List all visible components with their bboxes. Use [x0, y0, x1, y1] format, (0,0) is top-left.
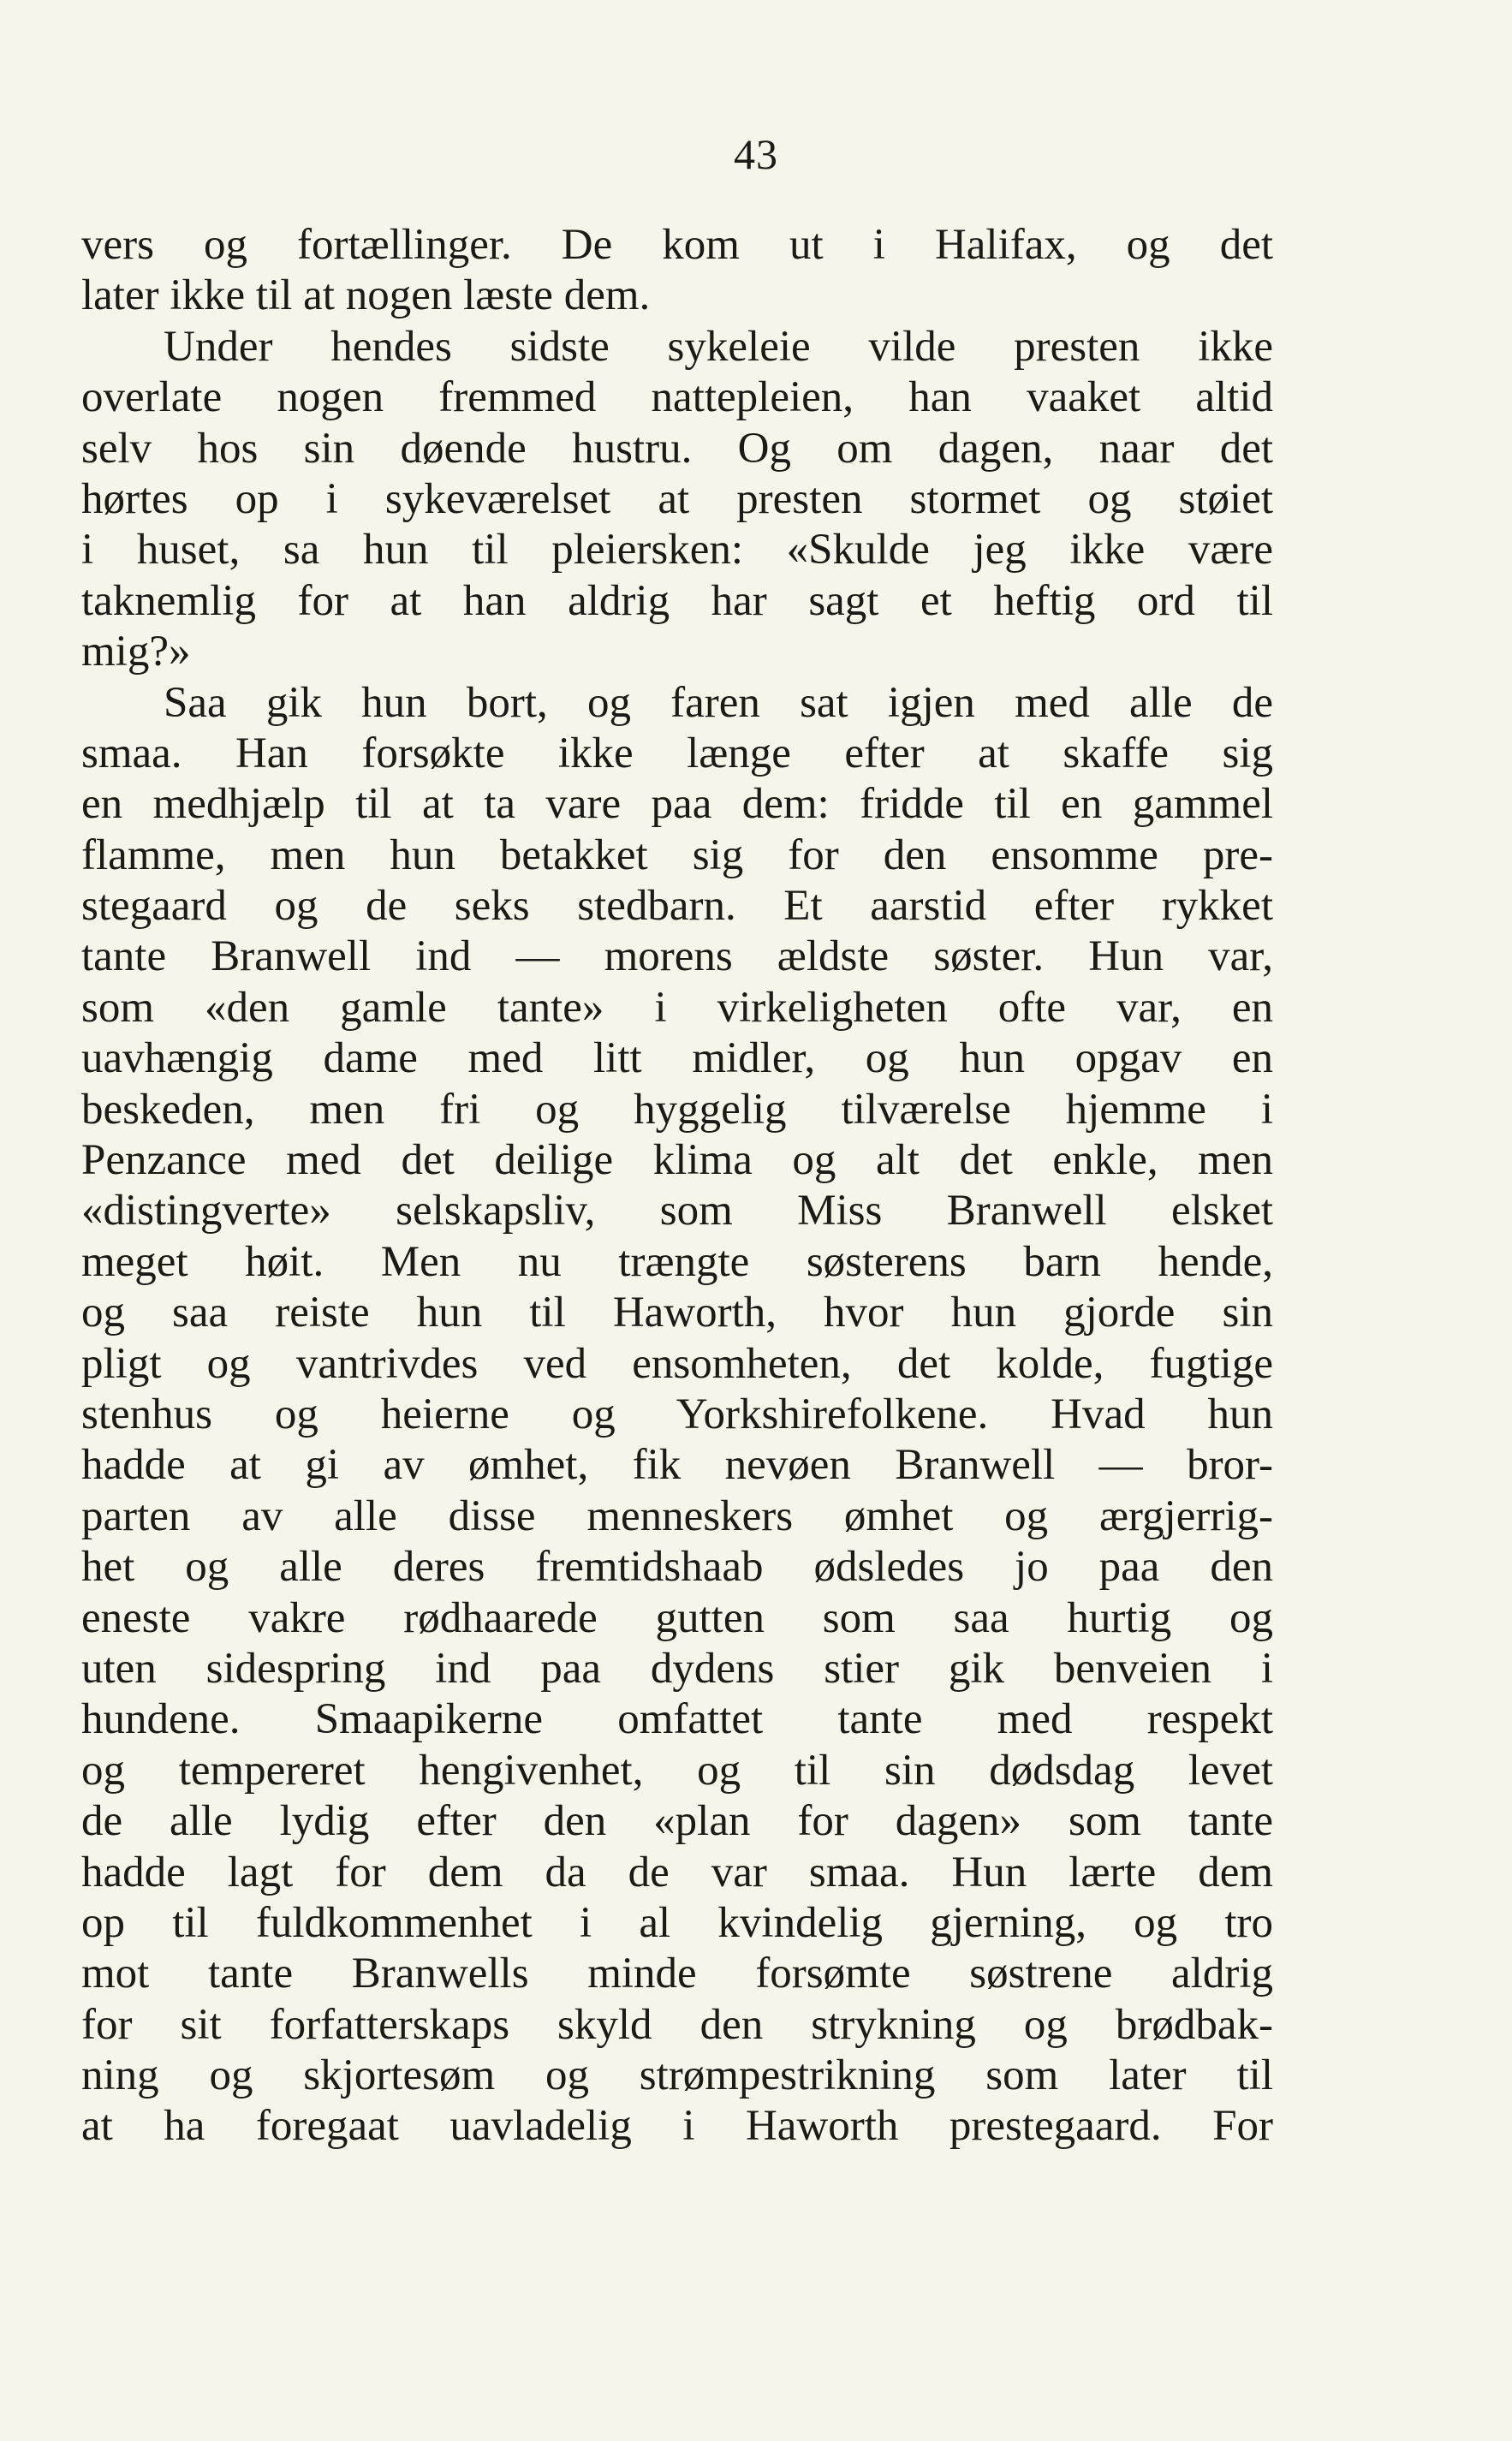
text-line: uavhængig dame med litt midler, og hun opgav en — [81, 1034, 1273, 1083]
text-line: eneste vakre rødhaarede gutten som saa hurtig og — [81, 1593, 1273, 1642]
text-line: som «den gamle tante» i virkeligheten ofte var, en — [81, 983, 1273, 1032]
text-line: de alle lydig efter den «plan for dagen» som tante — [81, 1797, 1273, 1846]
text-line: vers og fortællinger. De kom ut i Halifax, og det — [81, 221, 1273, 269]
text-line: taknemlig for at han aldrig har sagt et heftig ord til — [81, 576, 1273, 625]
text-line: later ikke til at nogen læste dem. — [81, 271, 651, 320]
text-line: mig?» — [81, 628, 191, 676]
text-line: ning og skjortesøm og strømpestrikning som later til — [81, 2051, 1273, 2100]
text-line: hundene. Smaapikerne omfattet tante med respekt — [81, 1695, 1273, 1744]
body-text — [81, 220, 1273, 2152]
text-line: op til fuldkommenhet i al kvindelig gjerning, og tro — [81, 1898, 1273, 1947]
text-line: Saa gik hun bort, og faren sat igjen med alle de — [164, 678, 1273, 727]
text-line: selv hos sin døende hustru. Og om dagen, naar det — [81, 424, 1273, 473]
text-line: hadde lagt for dem da de var smaa. Hun lærte dem — [81, 1848, 1273, 1896]
text-line: mot tante Branwells minde forsømte søstrene aldrig — [81, 1950, 1273, 1998]
text-line: og tempereret hengivenhet, og til sin dødsdag levet — [81, 1746, 1273, 1795]
text-line: het og alle deres fremtidshaab ødsledes jo paa den — [81, 1543, 1273, 1592]
text-line: at ha foregaat uavladelig i Haworth prestegaard. For — [81, 2102, 1273, 2151]
text-line: stegaard og de seks stedbarn. Et aarstid efter rykket — [81, 882, 1273, 931]
text-line: flamme, men hun betakket sig for den ensomme pre- — [81, 831, 1273, 879]
text-line: Under hendes sidste sykeleie vilde presten ikke — [164, 322, 1273, 371]
text-line: pligt og vantrivdes ved ensomheten, det kolde, fugtige — [81, 1339, 1273, 1388]
text-line: en medhjælp til at ta vare paa dem: fridde til en gammel — [81, 780, 1273, 829]
text-line: tante Branwell ind — morens ældste søster. Hun var, — [81, 932, 1273, 981]
text-line: hadde at gi av ømhet, fik nevøen Branwell — bror- — [81, 1441, 1273, 1490]
text-line: meget høit. Men nu trængte søsterens barn hende, — [81, 1237, 1273, 1286]
text-line: smaa. Han forsøkte ikke længe efter at skaffe sig — [81, 729, 1273, 777]
text-line: Penzance med det deilige klima og alt det enkle, men — [81, 1136, 1273, 1185]
text-line: uten sidespring ind paa dydens stier gik benveien i — [81, 1644, 1273, 1693]
text-line: og saa reiste hun til Haworth, hvor hun gjorde sin — [81, 1289, 1273, 1337]
text-line: beskeden, men fri og hyggelig tilværelse hjemme i — [81, 1085, 1273, 1134]
text-line: parten av alle disse menneskers ømhet og ærgjerrig- — [81, 1491, 1273, 1540]
text-line: «distingverte» selskapsliv, som Miss Branwell elsket — [81, 1187, 1273, 1235]
text-line: i huset, sa hun til pleiersken: «Skulde jeg ikke være — [81, 526, 1273, 575]
page-number: 43 — [734, 130, 778, 178]
text-line: overlate nogen fremmed nattepleien, han vaaket altid — [81, 373, 1273, 422]
text-line: hørtes op i sykeværelset at presten stormet og støiet — [81, 474, 1273, 523]
text-line: stenhus og heierne og Yorkshirefolkene. Hvad hun — [81, 1390, 1273, 1438]
text-line: for sit forfatterskaps skyld den strykning og brødbak- — [81, 2000, 1273, 2049]
